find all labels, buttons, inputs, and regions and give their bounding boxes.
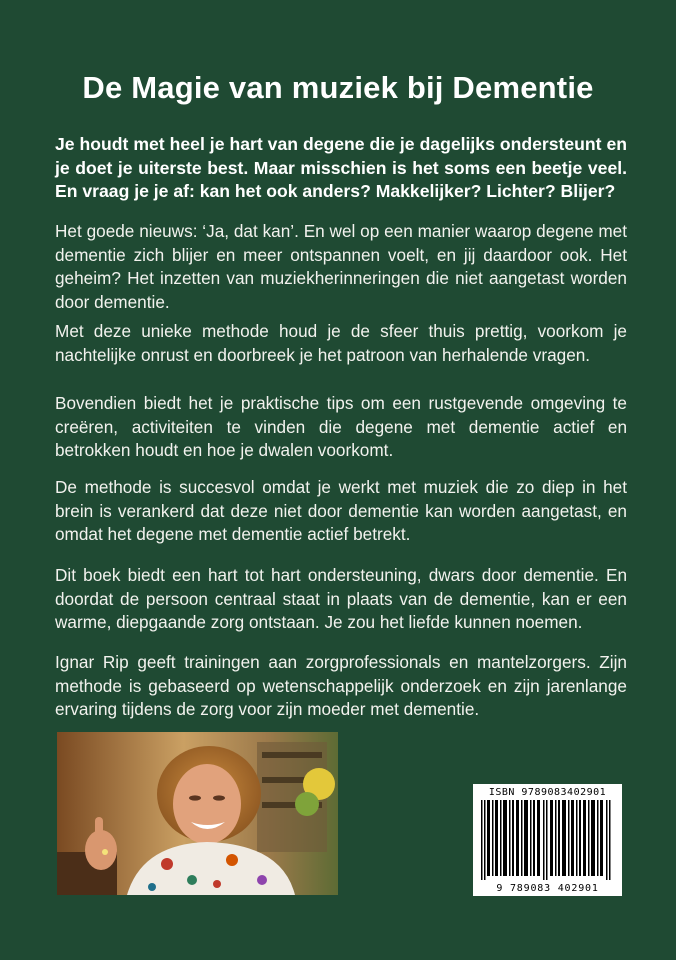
author-photo <box>57 732 338 895</box>
paragraph-1: Het goede nieuws: ‘Ja, dat kan’. En wel op een manier waarop degene met dementie zich blijer en meer ontspannen voelt, en jij daardoor ook. Het geheim? Het inzetten van muziekherinneringen die niet aangetast worden door dementie. <box>55 221 627 312</box>
isbn-label: ISBN 9789083402901 <box>488 787 607 798</box>
paragraph-2: Met deze unieke methode houd je de sfeer thuis prettig, voorkom je nachtelijke onrust en doorbreek je het patroon van herhalende vragen. <box>55 321 627 365</box>
isbn-digits: 9 789083 402901 <box>496 883 599 894</box>
paragraph-4: De methode is succesvol omdat je werkt met muziek die zo diep in het brein is verankerd dat deze niet door dementie kan worden aangetast, en omdat het degene met dementie actief betrekt. <box>55 477 627 544</box>
barcode-bars <box>481 800 614 880</box>
paragraph-6: Ignar Rip geeft trainingen aan zorgprofessionals en mantelzorgers. Zijn methode is gebaseerd op wetenschappelijk onderzoek en zijn jarenlange ervaring tijdens de zorg voor zijn moeder met dementie. <box>55 652 627 719</box>
isbn-barcode <box>473 784 622 896</box>
paragraph-5: Dit boek biedt een hart tot hart ondersteuning, dwars door dementie. En doordat de persoon centraal staat in plaats van de dementie, kan er een warme, diepgaande zorg ontstaan. Je zou het liefde kunnen noemen. <box>55 565 627 632</box>
book-title: De Magie van muziek bij Dementie <box>82 70 594 105</box>
intro-text: Je houdt met heel je hart van degene die je dagelijks ondersteunt en je doet je uiterste best. Maar misschien is het soms een beetje veel. En vraag je je af: kan het ook anders? Makkelijker? Lichter? Blijer? <box>55 134 627 202</box>
paragraph-3: Bovendien biedt het je praktische tips om een rustgevende omgeving te creëren, activiteiten te vinden die degene met dementie actief en betrokken houdt en hoe je dwalen voorkomt. <box>55 393 627 460</box>
author-photo-illustration <box>57 732 338 895</box>
